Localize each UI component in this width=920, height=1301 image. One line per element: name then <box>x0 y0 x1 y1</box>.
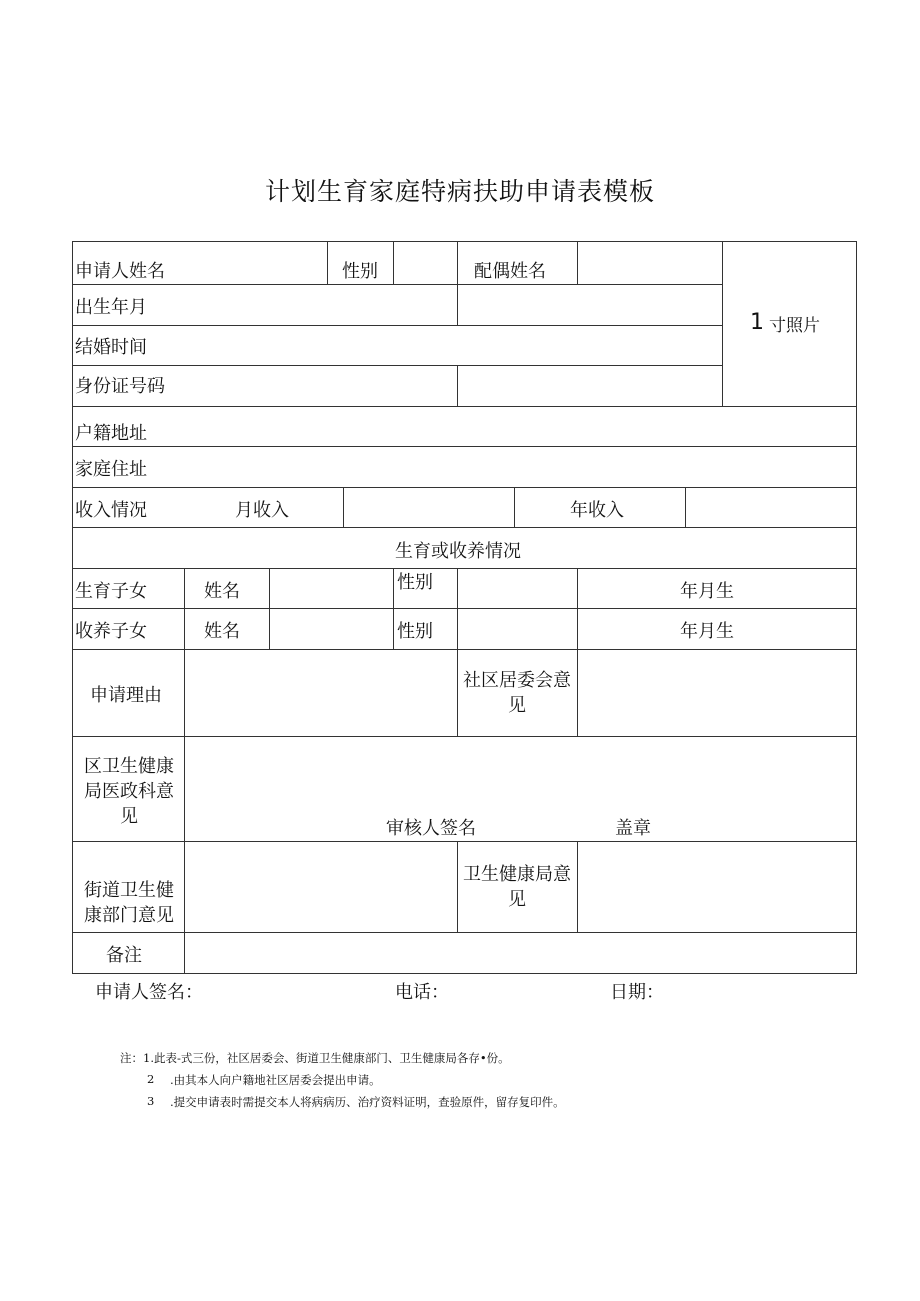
col-rule <box>393 568 394 650</box>
reason-field[interactable] <box>185 650 456 735</box>
birth-children-label: 生育子女 <box>75 581 147 602</box>
home-address-label: 家庭住址 <box>75 459 147 480</box>
col-rule <box>514 487 515 528</box>
note-2: .由其本人向户籍地社区居委会提出申请。 <box>170 1073 381 1087</box>
col-rule <box>457 841 458 933</box>
seal-label: 盖章 <box>615 818 651 839</box>
household-address-field[interactable] <box>180 407 855 445</box>
district-opinion-label: 区卫生健康局医政科意见 <box>84 756 174 827</box>
birth-child-name-label: 姓名 <box>204 581 240 602</box>
note-2-number: 2 <box>147 1072 155 1086</box>
remarks-field[interactable] <box>185 933 855 972</box>
birth-child-name-field[interactable] <box>270 569 392 607</box>
applicant-name-label: 申请人姓名 <box>75 261 165 282</box>
street-opinion-field[interactable] <box>185 842 456 931</box>
photo-size-number: 1 <box>750 310 764 335</box>
adopted-child-name-field[interactable] <box>270 609 392 648</box>
yearly-income-field[interactable] <box>686 488 855 526</box>
community-opinion-label: 社区居委会意见 <box>463 670 571 716</box>
health-bureau-opinion-field[interactable] <box>578 842 855 931</box>
note-1: 注：1.此表-式三份，社区居委会、街道卫生健康部门、卫生健康局各存•份。 <box>120 1051 510 1065</box>
adopted-child-name-label: 姓名 <box>204 621 240 642</box>
col-rule <box>457 649 458 737</box>
page-title: 计划生育家庭特病扶助申请表模板 <box>264 177 655 206</box>
marriage-field[interactable] <box>180 326 721 364</box>
applicant-signature-label: 申请人签名： <box>95 982 203 1003</box>
adopted-child-date-label: 年月生 <box>680 621 734 642</box>
row-rule <box>72 527 857 528</box>
community-opinion-field[interactable] <box>578 650 855 735</box>
photo-label: 寸照片 <box>769 316 820 336</box>
birth-field[interactable] <box>458 286 721 324</box>
col-rule <box>327 241 328 285</box>
street-opinion-label: 街道卫生健康部门意见 <box>84 880 174 926</box>
monthly-income-field[interactable] <box>344 488 513 526</box>
phone-label: 电话： <box>395 982 449 1003</box>
adopted-child-gender-label: 性别 <box>397 621 433 642</box>
row-rule <box>72 284 722 285</box>
col-rule <box>184 568 185 650</box>
birth-child-gender-field[interactable] <box>458 569 576 607</box>
household-address-label: 户籍地址 <box>75 423 147 444</box>
col-rule <box>577 568 578 650</box>
birth-label: 出生年月 <box>75 297 147 318</box>
yearly-income-label: 年收入 <box>570 500 624 521</box>
adopted-child-gender-field[interactable] <box>458 609 576 648</box>
adopted-children-label: 收养子女 <box>75 621 147 642</box>
col-rule <box>457 241 458 285</box>
section-heading: 生育或收养情况 <box>395 541 521 562</box>
applicant-name-field[interactable] <box>212 243 326 283</box>
note-3-number: 3 <box>147 1094 155 1108</box>
district-opinion-field[interactable] <box>185 737 855 840</box>
photo-box[interactable] <box>723 242 855 406</box>
date-label: 日期： <box>610 982 664 1003</box>
table-border-bottom <box>72 973 857 974</box>
remarks-label: 备注 <box>106 945 142 966</box>
birth-child-gender-label: 性别 <box>397 572 433 593</box>
spouse-name-field[interactable] <box>578 243 721 283</box>
gender-field[interactable] <box>394 243 456 283</box>
income-label: 收入情况 <box>75 500 147 521</box>
spouse-name-label: 配偶姓名 <box>474 261 546 282</box>
health-bureau-opinion-label: 卫生健康局意见 <box>463 864 571 910</box>
gender-label: 性别 <box>342 261 378 282</box>
reason-label: 申请理由 <box>90 685 162 706</box>
monthly-income-label: 月收入 <box>235 500 289 521</box>
birth-child-date-label: 年月生 <box>680 581 734 602</box>
marriage-label: 结婚时间 <box>75 337 147 358</box>
id-number-field[interactable] <box>458 366 721 405</box>
reviewer-signature-label: 审核人签名 <box>386 818 476 839</box>
note-3: .提交申请表时需提交本人将病病历、治疗资料证明，查验原件，留存复印件。 <box>170 1095 565 1109</box>
home-address-field[interactable] <box>180 447 855 486</box>
id-number-label: 身份证号码 <box>75 376 165 397</box>
